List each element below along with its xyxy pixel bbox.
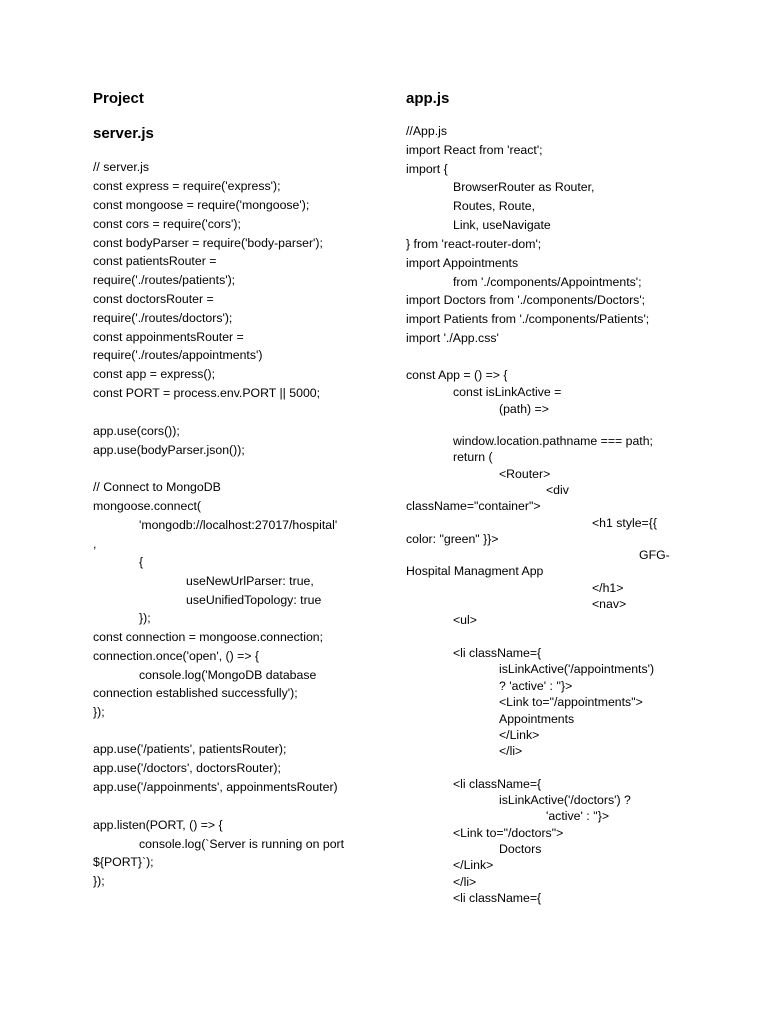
- code-line: Link, useNavigate: [453, 218, 551, 232]
- app-js-heading: app.js: [406, 90, 450, 107]
- code-line: <Link to="/doctors">: [453, 826, 564, 840]
- code-line: Routes, Route,: [453, 199, 536, 213]
- code-line: Appointments: [499, 712, 575, 726]
- project-heading: Project: [93, 90, 144, 107]
- code-line: app.use('/doctors', doctorsRouter);: [93, 761, 281, 775]
- code-line: require('./routes/doctors');: [93, 311, 233, 325]
- code-line: </Link>: [499, 728, 540, 742]
- code-line: const patientsRouter =: [93, 254, 217, 268]
- code-line: app.use(bodyParser.json());: [93, 443, 245, 457]
- code-line: connection.once('open', () => {: [93, 649, 260, 663]
- code-line: mongoose.connect(: [93, 499, 202, 513]
- code-line: import Appointments: [406, 256, 519, 270]
- code-line: </li>: [453, 875, 477, 889]
- code-line: ,: [93, 537, 97, 551]
- code-line: connection established successfully');: [93, 686, 298, 700]
- server-js-heading: server.js: [93, 125, 154, 142]
- code-line: color: "green" }}>: [406, 532, 499, 546]
- code-line: </h1>: [592, 581, 624, 595]
- code-line: const PORT = process.env.PORT || 5000;: [93, 386, 321, 400]
- code-line: Doctors: [499, 842, 542, 856]
- code-line: const bodyParser = require('body-parser');: [93, 236, 323, 250]
- code-line: (path) =>: [499, 402, 549, 416]
- code-line: const doctorsRouter =: [93, 292, 214, 306]
- code-line: 'active' : ''}>: [546, 809, 610, 823]
- code-line: isLinkActive('/appointments'): [499, 662, 655, 676]
- code-line: </Link>: [453, 858, 494, 872]
- code-line: GFG-: [639, 548, 670, 562]
- code-line: //App.js: [406, 124, 448, 138]
- code-line: });: [139, 611, 151, 625]
- code-line: Hospital Managment App: [406, 564, 544, 578]
- code-line: useUnifiedTopology: true: [186, 593, 322, 607]
- code-line: 'mongodb://localhost:27017/hospital': [139, 518, 338, 532]
- code-line: const mongoose = require('mongoose');: [93, 198, 310, 212]
- code-line: <li className={: [453, 777, 542, 791]
- code-line: isLinkActive('/doctors') ?: [499, 793, 631, 807]
- code-line: require('./routes/patients');: [93, 273, 236, 287]
- code-line: <div: [546, 483, 569, 497]
- code-line: import Patients from './components/Patients';: [406, 312, 650, 326]
- code-line: <li className={: [453, 646, 542, 660]
- code-line: // Connect to MongoDB: [93, 480, 221, 494]
- code-line: import Doctors from './components/Doctors';: [406, 293, 646, 307]
- code-line: BrowserRouter as Router,: [453, 180, 595, 194]
- code-line: app.use(cors());: [93, 424, 180, 438]
- code-line: from './components/Appointments';: [453, 275, 642, 289]
- code-line: useNewUrlParser: true,: [186, 574, 314, 588]
- code-line: app.use('/patients', patientsRouter);: [93, 742, 287, 756]
- code-line: } from 'react-router-dom';: [406, 237, 542, 251]
- code-line: const App = () => {: [406, 368, 508, 382]
- code-line: return (: [453, 450, 493, 464]
- code-line: </li>: [499, 744, 523, 758]
- code-line: <Link to="/appointments">: [499, 695, 643, 709]
- code-line: const connection = mongoose.connection;: [93, 630, 324, 644]
- code-line: const app = express();: [93, 367, 216, 381]
- code-line: const appoinmentsRouter =: [93, 330, 244, 344]
- code-line: const cors = require('cors');: [93, 217, 241, 231]
- code-line: import {: [406, 162, 448, 176]
- code-line: const isLinkActive =: [453, 385, 562, 399]
- code-line: // server.js: [93, 160, 150, 174]
- code-line: console.log(`Server is running on port: [139, 837, 345, 851]
- code-line: <nav>: [592, 597, 627, 611]
- code-line: import React from 'react';: [406, 143, 543, 157]
- code-line: console.log('MongoDB database: [139, 668, 317, 682]
- code-line: <Router>: [499, 467, 551, 481]
- code-line: app.listen(PORT, () => {: [93, 818, 223, 832]
- code-line: import './App.css': [406, 331, 499, 345]
- code-line: });: [93, 705, 105, 719]
- code-line: const express = require('express');: [93, 179, 281, 193]
- code-line: ${PORT}`);: [93, 855, 154, 869]
- code-line: window.location.pathname === path;: [453, 434, 653, 448]
- code-line: require('./routes/appointments'): [93, 348, 263, 362]
- code-line: <li className={: [453, 891, 542, 905]
- code-line: {: [139, 555, 144, 569]
- code-line: <ul>: [453, 613, 477, 627]
- code-line: className="container">: [406, 499, 541, 513]
- code-line: <h1 style={{: [592, 516, 657, 530]
- code-line: ? 'active' : ''}>: [499, 679, 573, 693]
- code-line: app.use('/appoinments', appoinmentsRouter): [93, 780, 338, 794]
- code-line: });: [93, 874, 105, 888]
